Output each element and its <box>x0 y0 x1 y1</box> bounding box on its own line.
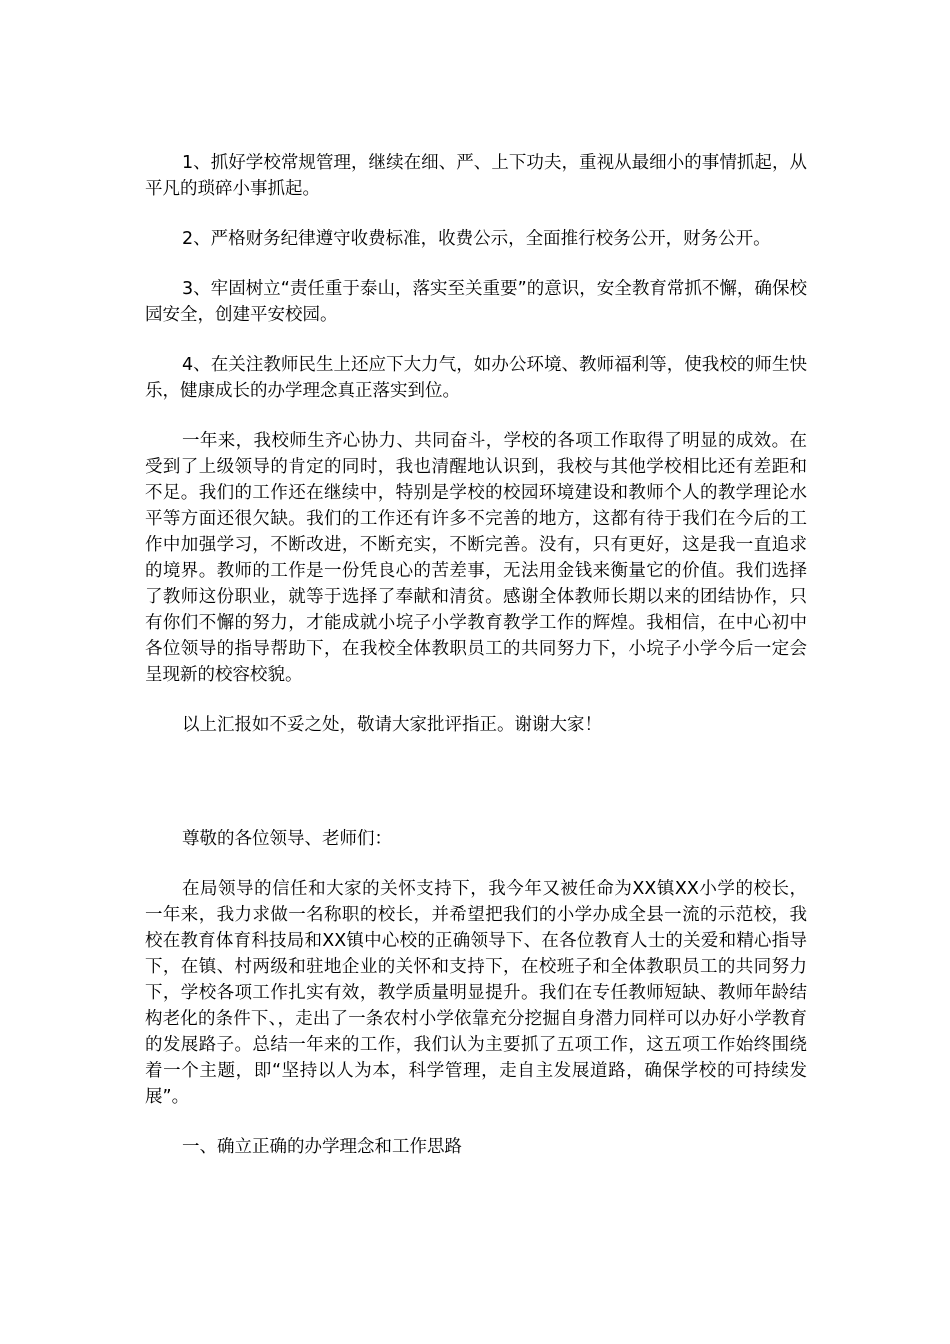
document-page <box>145 150 807 1160</box>
summary-paragraph: 一年来，我校师生齐心协力、共同奋斗，学校的各项工作取得了明显的成效。在受到了上级领导的肯定的同时，我也清醒地认识到，我校与其他学校相比还有差距和不足。我们的工作还在继续中，特别是学校的校园环境建设和教师个人的教学理论水平等方面还很欠缺。我们的工作还有许多不完善的地方，这都有待于我们在今后的工作中加强学习，不断改进，不断充实，不断完善。没有，只有更好，这是我一直追求的境界。教师的工作是一份凭良心的苦差事，无法用金钱来衡量它的价值。我们选择了教师这份职业，就等于选择了奉献和清贫。感谢全体教师长期以来的团结协作，只有你们不懈的努力，才能成就小垸子小学教育教学工作的辉煌。我相信，在中心初中各位领导的指导帮助下，在我校全体教职员工的共同努力下，小垸子小学今后一定会呈现新的校容校貌。 <box>145 431 807 685</box>
salutation: 尊敬的各位领导、老师们： <box>182 829 392 849</box>
closing-paragraph: 以上汇报如不妥之处，敬请大家批评指正。谢谢大家！ <box>182 715 602 735</box>
paragraph-item-2: 2、严格财务纪律遵守收费标准，收费公示，全面推行校务公开，财务公开。 <box>182 229 771 249</box>
section-heading: 一、确立正确的办学理念和工作思路 <box>182 1137 462 1157</box>
paragraph-item-4: 4、在关注教师民生上还应下大力气，如办公环境、教师福利等，使我校的师生快乐，健康成长的办学理念真正落实到位。 <box>145 355 807 401</box>
paragraph-item-1: 1、抓好学校常规管理，继续在细、严、上下功夫，重视从最细小的事情抓起，从平凡的琐碎小事抓起。 <box>145 153 807 199</box>
intro-paragraph: 在局领导的信任和大家的关怀支持下，我今年又被任命为XX镇XX小学的校长，一年来，我力求做一名称职的校长，并希望把我们的小学办成全县一流的示范校，我校在教育体育科技局和XX镇中心校的正确领导下、在各位教育人士的关爱和精心指导下，在镇、村两级和驻地企业的关怀和支持下，在校班子和全体教职员工的共同努力下，学校各项工作扎实有效，教学质量明显提升。我们在专任教师短缺、教师年龄结构老化的条件下、，走出了一条农村小学依靠充分挖掘自身潜力同样可以办好小学教育的发展路子。总结一年来的工作，我们认为主要抓了五项工作，这五项工作始终围绕着一个主题，即“坚持以人为本，科学管理，走自主发展道路，确保学校的可持续发展”。 <box>145 879 807 1107</box>
paragraph-item-3: 3、牢固树立“责任重于泰山，落实至关重要”的意识，安全教育常抓不懈，确保校园安全，创建平安校园。 <box>145 279 807 325</box>
